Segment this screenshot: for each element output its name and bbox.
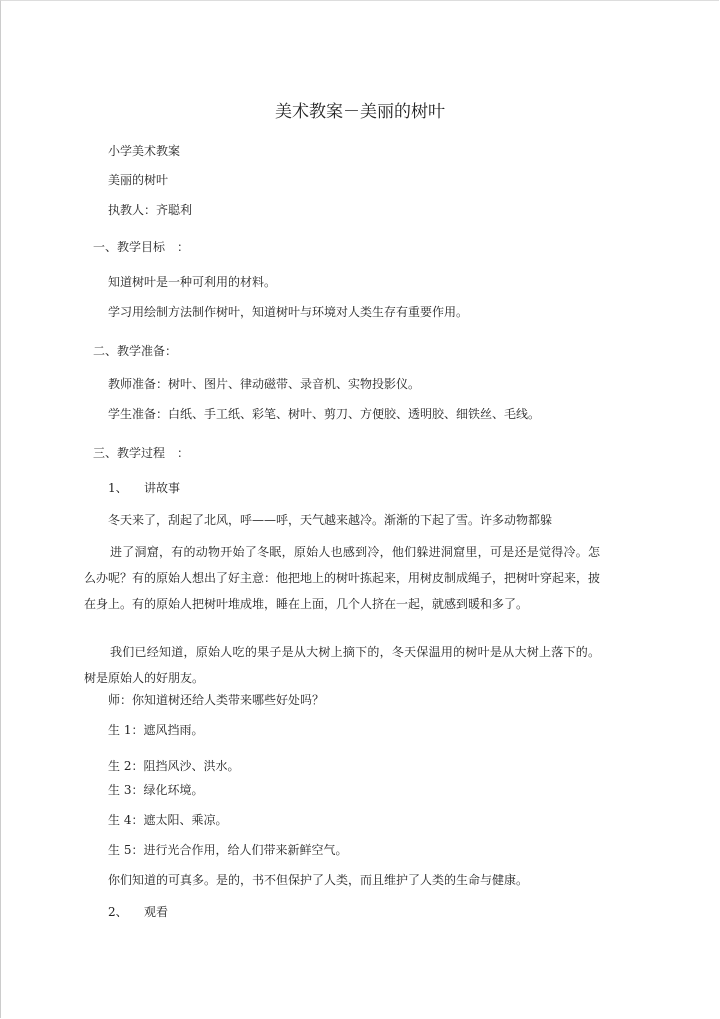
teacher-question: 师：你知道树还给人类带来哪些好处吗？ (108, 693, 325, 707)
step2-number: 2、 (108, 905, 128, 919)
header-line-2: 美丽的树叶 (108, 173, 169, 187)
goal-2: 学习用绘制方法制作树叶，知道树叶与环境对人类生存有重要作用。 (108, 305, 469, 319)
summary: 你们知道的可真多。是的，书不但保护了人类，而且维护了人类的生命与健康。 (108, 873, 529, 887)
answer-1: 生 1：遮风挡雨。 (108, 723, 204, 737)
header-line-3: 执教人：齐聪利 (108, 203, 193, 217)
prep-teacher: 教师准备：树叶、图片、律动磁带、录音机、实物投影仪。 (108, 377, 421, 391)
answer-5: 生 5：进行光合作用，给人们带来新鲜空气。 (108, 843, 348, 857)
process-heading: 三、教学过程 ： (93, 446, 190, 460)
story-paragraph-2: 进了洞窟，有的动物开始了冬眠，原始人也感到冷，他们躲进洞窟里，可是还是觉得冷。怎么办呢？有的原始人想出了好主意：他把地上的树叶拣起来，用树皮制成绳子，把树叶穿起来，披在身上。有的原始人把树叶堆成堆，睡在上面，几个人挤在一起，就感到暖和多了。 (84, 545, 601, 611)
story-paragraph-3: 我们已经知道，原始人吃的果子是从大树上摘下的，冬天保温用的树叶是从大树上落下的。树是原始人的好朋友。 (84, 645, 600, 685)
prep-student: 学生准备：白纸、手工纸、彩笔、树叶、剪刀、方便胶、透明胶、细铁丝、毛线。 (108, 407, 541, 421)
header-line-1: 小学美术教案 (108, 144, 181, 158)
goal-heading: 一、教学目标 ： (93, 240, 190, 254)
prep-heading: 二、教学准备： (93, 344, 178, 358)
answer-4: 生 4：遮太阳、乘凉。 (108, 813, 228, 827)
step2-title: 观看 (144, 905, 169, 919)
goal-1: 知道树叶是一种可利用的材料。 (108, 275, 277, 289)
answer-3: 生 3：绿化环境。 (108, 783, 204, 797)
document-title: 美术教案－美丽的树叶 (275, 102, 445, 122)
story-paragraph-1: 冬天来了，刮起了北风，呼——呼，天气越来越冷。渐渐的下起了雪。许多动物都躲 (108, 513, 553, 527)
answer-2: 生 2：阻挡风沙、洪水。 (108, 759, 240, 773)
step1-number: 1、 (108, 481, 128, 495)
step1-title: 讲故事 (144, 481, 181, 495)
